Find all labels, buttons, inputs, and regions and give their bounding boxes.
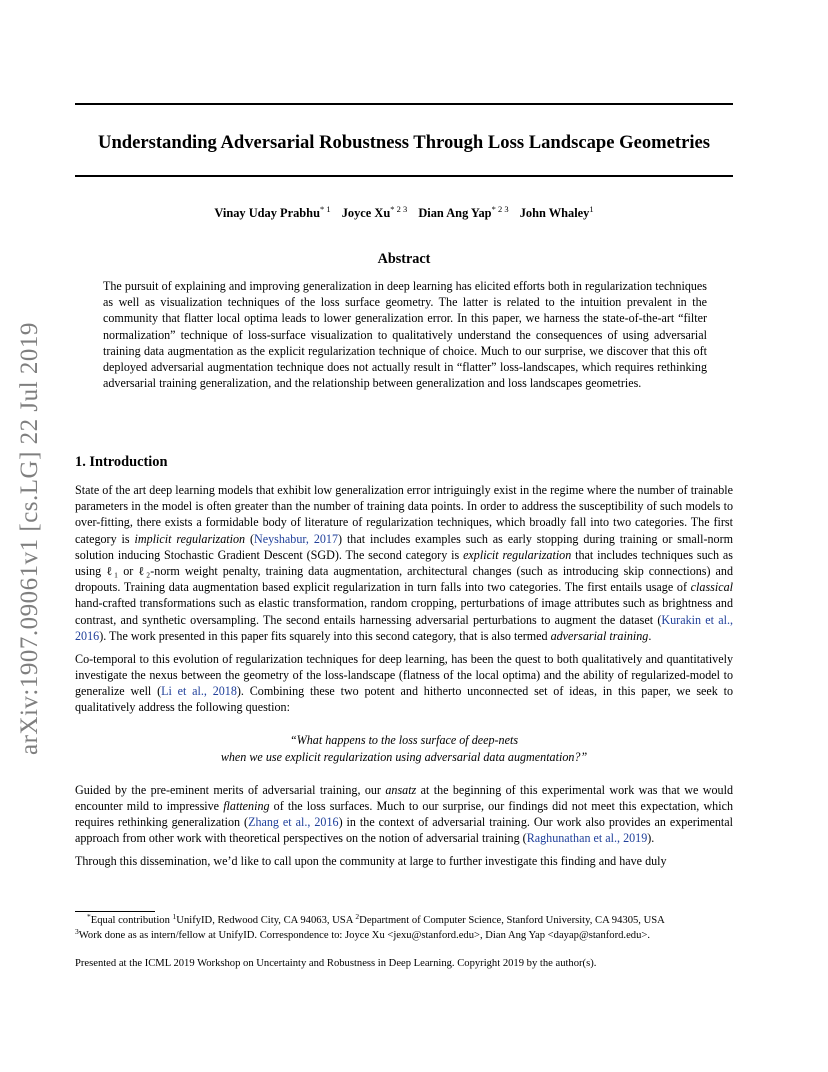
copyright-notice: Presented at the ICML 2019 Workshop on Uncertainty and Robustness in Deep Learning. Copyright 2019 by the author(s). (75, 958, 597, 969)
author: Dian Ang Yap$^{* 2 3}$ (418, 204, 509, 220)
abstract-heading: Abstract (377, 251, 431, 267)
footnotes (75, 914, 733, 943)
footnote-line: *Equal contribution $^1$UnifyID, Redwood City, CA 94063, USA $^2$Department of Computer Science, Stanford University, CA 94305, USA (87, 912, 665, 926)
arxiv-stamp: arXiv:1907.09061v1 [cs.LG] 22 Jul 2019 (16, 322, 43, 755)
title-rule-top (75, 103, 733, 105)
author: John Whaley$^1$ (519, 204, 594, 220)
paragraph: Through this dissemination, we’d like to call upon the community at large to further investigate this finding and have duly (75, 854, 667, 869)
citation-link[interactable]: Li et al., 2018 (161, 683, 237, 698)
paper-title: Understanding Adversarial Robustness Through Loss Landscape Geometries (98, 132, 710, 153)
citation-link[interactable]: Raghunathan et al., 2019 (526, 831, 648, 846)
paragraph: Co-temporal to this evolution of regularization techniques for deep learning, has been the quest to both qualitatively and quantitatively investigate the nexus between the geometry of the loss-landscape (flatness of the local optima) and the ability of regularized-model to generalize well (Li et al., 2018). Combining these two potent and hitherto unconnected set of ideas, in this paper, we seek to qualitatively address the following question: (75, 651, 733, 715)
author-list (75, 203, 733, 223)
author: Joyce $Xu^{* 2 3}$ (341, 204, 408, 220)
paragraph: Guided by the pre-eminent merits of adversarial training, our ansatz at the beginning of this experimental work was that we would encounter mild to impressive flattening of the loss surfaces. Much to our surprise, our findings did not meet this expectation, which requires rethinking generalization (Zhang et al., 2016) in the context of adversarial training. Our work also provides an experimental approach from other work with theoretical perspectives on the notion of adversarial training (Raghunathan et al., 2019). (75, 782, 734, 846)
author: Vinay Uday Prabhu$^{* 1}$ (214, 204, 331, 220)
citation-link[interactable]: Zhang et al., 2016 (248, 815, 339, 830)
citation-link[interactable]: Neyshabur, 2017 (254, 531, 339, 546)
footnote-line: $^3$Work done as as intern/fellow at UnifyID. Correspondence to: Joyce Xu <jexu@stanford.edu>, Dian Ang Yap <dayap@stanford.edu>. (75, 926, 650, 941)
abstract-text: The pursuit of explaining and improving generalization in deep learning has elicited efforts both in regularization techniques as well as visualization techniques of the loss surface geometry. The latter is related to the intuition prevalent in the community that flatter local optima leads to lower generalization error. In this paper, we harness the state-of-the-art “filter normalization” technique of loss-surface visualization to qualitatively understand the consequences of using adversarial training data augmentation as the explicit regularization technique of choice. Much to our surprise, we discover that this oft deployed adversarial augmentation technique does not actually result in “flatter” loss-landscapes, which requires rethinking adversarial training generalization, and the relationship between generalization and loss landscapes geometries. (103, 279, 707, 391)
section-heading-introduction: 1. Introduction (75, 454, 168, 470)
title-rule-bottom (75, 175, 733, 177)
research-question: “What happens to the loss surface of deep-nets when we use explicit regularization using adversarial data augmentation?” (220, 733, 588, 764)
paragraph: State of the art deep learning models that exhibit low generalization error intriguingly exist in the regime where the number of trainable parameters in the model is often greater than the number of training data points. In order to address the susceptibility of such models to over-fitting, there exists a formidable body of literature of regularization techniques, which broadly fall into two categories. The first category is implicit regularization (Neyshabur, 2017) that includes examples such as early stopping during training or small-norm solution inducing Stochastic Gradient Descent (SGD). The second category is explicit regularization that includes techniques such as using ℓ₁ or ℓ₂-norm weight penalty, training data augmentation, architectural changes (such as introducing skip connections) and dropouts. Training data augmentation based explicit regularization in turn falls into two categories. The first entails usage of classical hand-crafted transformations such as elastic transformation, random cropping, perturbations of image attributes such as brightness and contrast, and synthetic oversampling. The second entails harnessing adversarial perturbations to augment the dataset (Kurakin et al., 2016). The work presented in this paper fits squarely into this second category, that is also termed adversarial training. (75, 483, 734, 643)
citation-link[interactable]: Kurakin et al., 2016 (75, 612, 734, 643)
introduction-body (75, 482, 733, 876)
